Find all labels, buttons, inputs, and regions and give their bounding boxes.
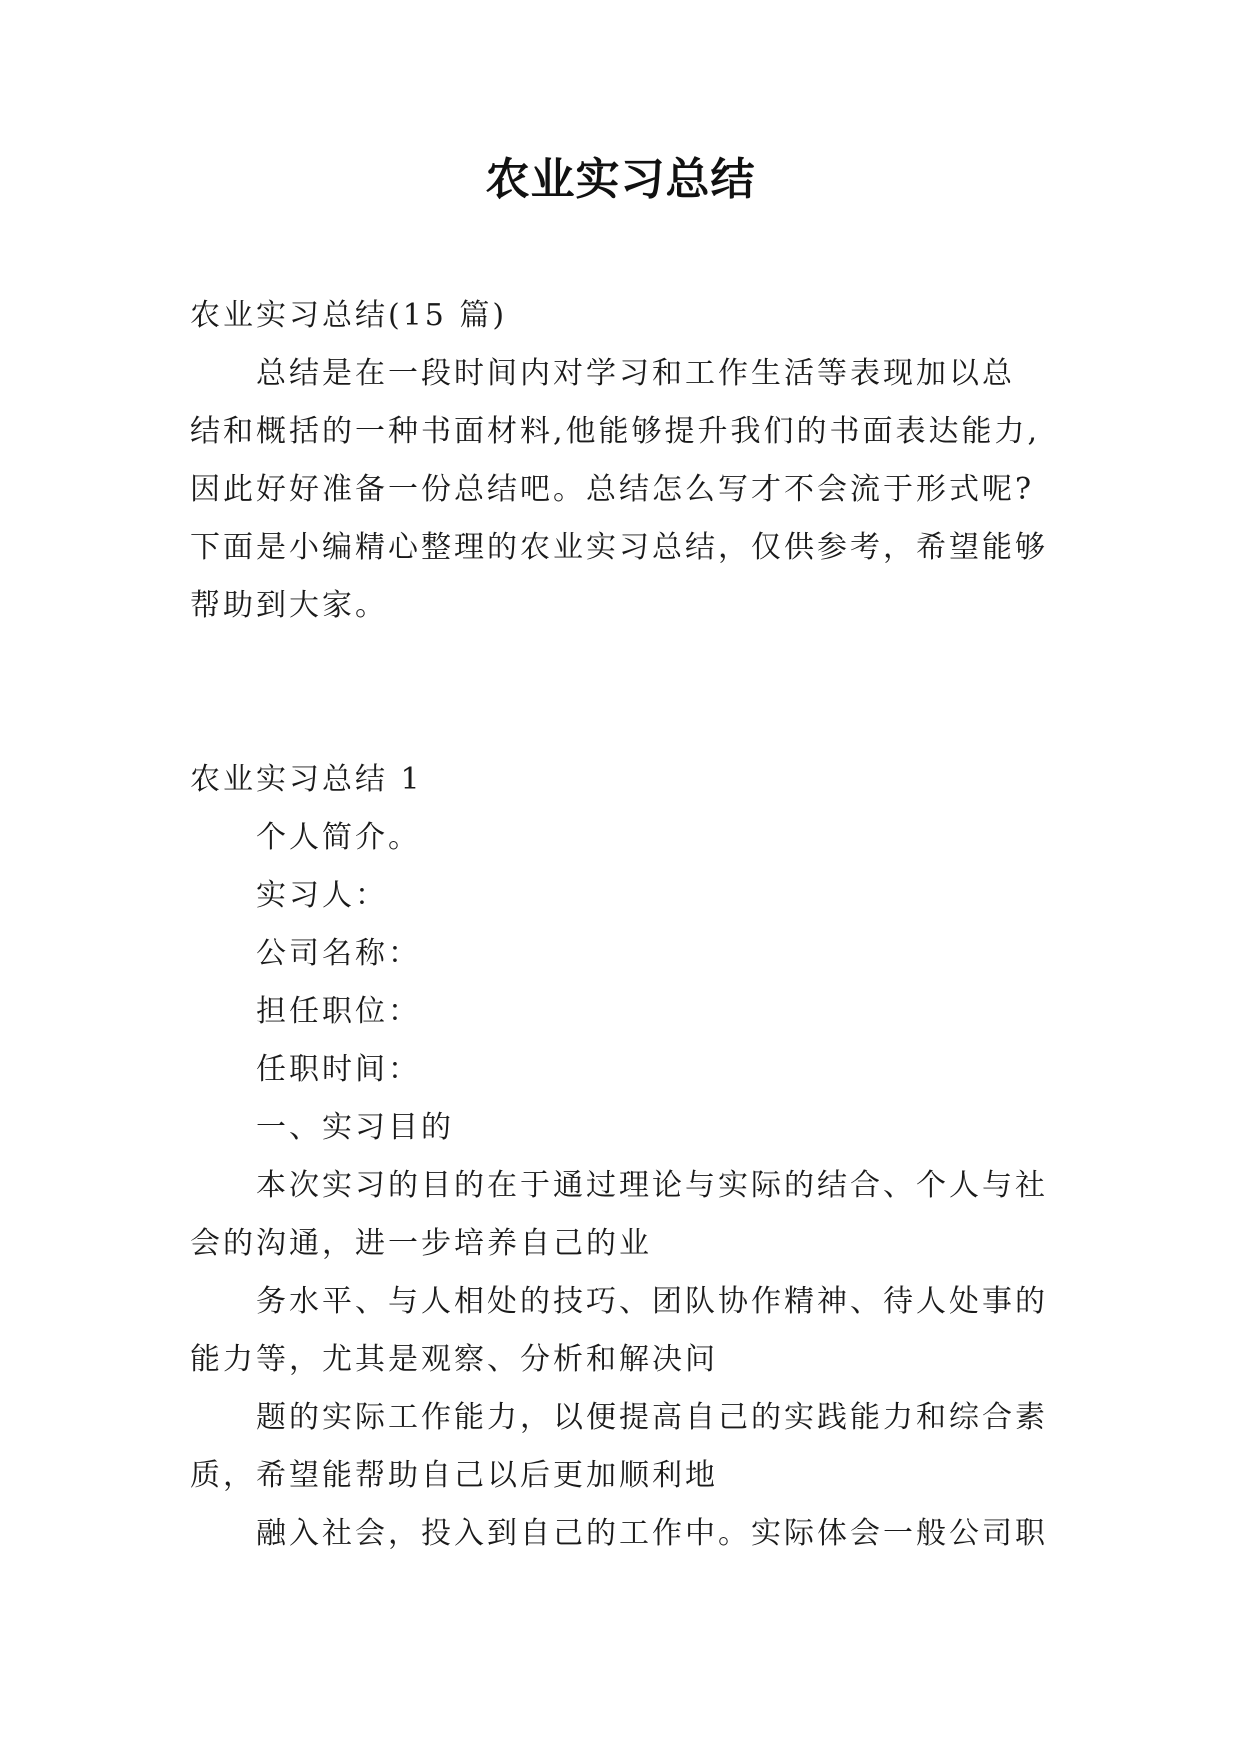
text-line: 担任职位： — [256, 994, 421, 1029]
text-line: 公司名称： — [256, 936, 421, 971]
paragraph-gap — [190, 635, 1058, 751]
text-line: 帮助到大家。 — [190, 588, 388, 623]
text-line: 题的实际工作能力，以便提高自己的实践能力和综合素 — [256, 1400, 1048, 1435]
text-line: 农业实习总结(15 篇) — [190, 298, 508, 333]
text-line: 农业实习总结 1 — [190, 762, 423, 797]
document-title: 农业实习总结 — [485, 154, 756, 205]
text-line: 结和概括的一种书面材料,他能够提升我们的书面表达能力, — [190, 414, 1041, 449]
text-line: 质，希望能帮助自己以后更加顺利地 — [190, 1458, 718, 1493]
text-line: 务水平、与人相处的技巧、团队协作精神、待人处事的 — [256, 1284, 1048, 1319]
text-line: 任职时间： — [256, 1052, 421, 1087]
text-line: 会的沟通，进一步培养自己的业 — [190, 1226, 652, 1261]
text-line: 因此好好准备一份总结吧。总结怎么写才不会流于形式呢? — [190, 472, 1035, 507]
text-line: 融入社会，投入到自己的工作中。实际体会一般公司职 — [256, 1516, 1048, 1551]
text-line: 能力等，尤其是观察、分析和解决问 — [190, 1342, 718, 1377]
text-line: 个人简介。 — [256, 820, 421, 855]
text-line: 本次实习的目的在于通过理论与实际的结合、个人与社 — [256, 1168, 1048, 1203]
text-line: 总结是在一段时间内对学习和工作生活等表现加以总 — [256, 356, 1015, 391]
document-body — [190, 287, 1058, 1563]
text-line: 一、实习目的 — [256, 1110, 454, 1145]
text-line: 下面是小编精心整理的农业实习总结，仅供参考，希望能够 — [190, 530, 1048, 565]
text-line: 实习人： — [256, 878, 388, 913]
